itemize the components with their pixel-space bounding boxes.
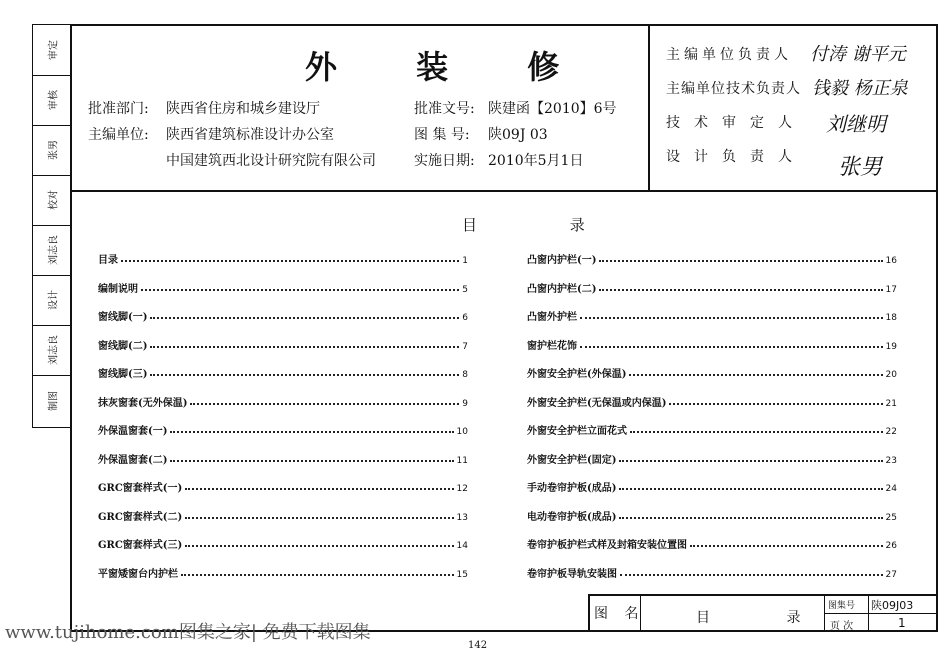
toc-leader-dots [599,289,882,291]
responsible-signature: 钱毅 杨正泉 [812,78,908,99]
toc-row [527,448,897,466]
tb-left [588,594,590,631]
editor-unit-label: 主编单位: [88,127,149,143]
strip-cell [33,325,71,376]
header-divider [70,190,938,192]
toc-row [527,533,897,551]
toc-row [527,476,897,494]
toc-row [98,305,468,323]
toc-entry-label: 平窗矮窗台内护栏 [98,568,178,580]
strip-cell [33,375,71,428]
toc-entry-label: 窗线脚(二) [98,340,148,352]
responsible-role: 主编单位负责人 [666,47,792,63]
toc-entry-page: 16 [885,256,897,266]
toc-leader-dots [580,317,883,319]
toc-leader-dots [619,460,882,462]
toc-entry-label: 电动卷帘护板(成品) [527,511,617,523]
toc-leader-dots [121,260,459,262]
toc-leader-dots [619,488,882,490]
approval-dept-label: 批准部门: [88,101,149,117]
toc-entry-label: 凸窗内护栏(二) [527,283,597,295]
strip-cell [33,75,71,126]
toc-leader-dots [599,260,882,262]
toc-entry-label: 卷帘护板导轨安装图 [527,568,617,580]
toc-row [98,277,468,295]
strip-cell [33,275,71,326]
strip-cell [33,175,71,226]
toc-entry-page: 9 [462,398,468,409]
toc-leader-dots [190,403,459,405]
header-vertical-divider [648,24,650,190]
toc-entry-label: 外保温窗套(一) [98,426,168,437]
page-title: 外 装 修 [305,48,594,86]
toc-row [527,505,897,523]
toc-row [98,391,468,409]
tb-page-value: 1 [898,616,906,630]
tb-name-label: 图 名 [594,606,645,622]
tb-atlas-label: 图集号 [828,601,856,611]
toc-leader-dots [170,431,453,433]
frame-right [936,24,938,632]
toc-row [98,362,468,380]
editor-unit-2: 中国建筑西北设计研究院有限公司 [166,153,376,169]
toc-entry-page: 1 [462,256,468,266]
toc-row [527,391,897,409]
toc-leader-dots [181,574,454,576]
toc-entry-page: 8 [462,370,468,380]
frame-top [70,24,938,26]
toc-row [527,334,897,352]
toc-entry-page: 25 [885,512,897,523]
toc-entry-page: 15 [456,569,468,580]
toc-row [527,248,897,266]
toc-entry-page: 6 [462,313,468,323]
toc-entry-page: 10 [456,427,468,437]
toc-entry-label: 目录 [98,255,118,266]
page-number: 142 [468,640,488,651]
toc-row [527,419,897,437]
approval-no-label: 批准文号: [414,101,475,117]
toc-entry-label: 手动卷帘护板(成品) [527,483,617,494]
toc-entry-page: 27 [885,569,897,580]
toc-row [527,305,897,323]
toc-entry-page: 20 [885,370,897,380]
toc-leader-dots [150,374,459,376]
toc-row [98,562,468,580]
toc-entry-label: 外窗安全护栏立面花式 [527,426,627,437]
responsible-role: 技术审定人 [666,115,806,131]
toc-entry-label: GRC窗套样式(一) [98,483,183,494]
impl-date-label: 实施日期: [414,153,475,169]
impl-date: 2010年5月1日 [488,153,584,169]
strip-label: 刘志良 [48,335,60,365]
strip-cell [33,25,71,76]
toc-entry-page: 12 [456,484,468,494]
toc-row [527,277,897,295]
responsible-signature: 刘继明 [826,112,886,136]
toc-entry-page: 13 [456,512,468,523]
toc-entry-page: 18 [885,313,897,323]
toc-entry-label: 外保温窗套(二) [98,454,168,466]
toc-leader-dots [185,545,453,547]
toc-entry-page: 21 [885,398,897,409]
toc-leader-dots [150,346,459,348]
approval-no: 陕建函【2010】6号 [488,101,617,117]
toc-entry-page: 26 [885,541,897,551]
strip-label: 审定 [48,40,60,60]
toc-row [98,505,468,523]
watermark: www.tujihome.com图集之家| 免费下载图集 [5,622,371,643]
toc-leader-dots [620,574,883,576]
toc-row [98,533,468,551]
toc-entry-label: 外窗安全护栏(无保温或内保温) [527,397,667,409]
toc-entry-label: 外窗安全护栏(外保温) [527,369,627,380]
toc-entry-label: 编制说明 [98,283,138,295]
toc-leader-dots [630,431,883,433]
toc-row [527,362,897,380]
toc-row [98,448,468,466]
approval-dept: 陕西省住房和城乡建设厅 [166,101,320,117]
toc-row [98,248,468,266]
strip-label: 张男 [48,140,60,160]
signature-strip [32,24,71,428]
toc-leader-dots [185,517,453,519]
toc-title: 目 录 [462,216,629,234]
toc-leader-dots [629,374,882,376]
toc-entry-page: 22 [885,427,897,437]
toc-entry-page: 7 [462,341,468,352]
toc-entry-page: 17 [885,284,897,295]
toc-leader-dots [170,460,453,462]
toc-leader-dots [669,403,882,405]
strip-cell [33,125,71,176]
toc-entry-page: 23 [885,455,897,466]
responsible-role: 设计负责人 [666,149,806,165]
toc-leader-dots [690,545,883,547]
toc-leader-dots [185,488,453,490]
toc-entry-label: 凸窗内护栏(一) [527,255,597,266]
toc-row [98,334,468,352]
toc-entry-page: 24 [885,484,897,494]
toc-leader-dots [150,317,459,319]
toc-entry-label: GRC窗套样式(二) [98,511,183,523]
responsible-role: 主编单位技术负责人 [666,81,801,97]
toc-row [98,419,468,437]
tb-mid [824,613,938,614]
toc-row [98,476,468,494]
strip-label: 制图 [48,391,60,411]
strip-cell [33,225,71,276]
toc-entry-page: 14 [456,541,468,551]
responsible-signature: 张男 [838,155,883,180]
toc-entry-label: 凸窗外护栏 [527,312,577,323]
toc-entry-label: GRC窗套样式(三) [98,540,183,551]
strip-label: 设计 [48,290,60,310]
atlas-no: 陕09J 03 [488,127,548,143]
editor-unit-1: 陕西省建筑标准设计办公室 [166,127,334,143]
strip-label: 校对 [48,190,60,210]
atlas-no-label: 图 集 号: [414,127,470,143]
toc-entry-page: 11 [456,455,468,466]
tb-page-label: 页 次 [830,621,854,632]
tb-atlas-value: 陕09J03 [871,599,914,612]
toc-leader-dots [580,346,883,348]
strip-label: 刘志良 [48,235,60,265]
toc-entry-page: 5 [462,284,468,295]
toc-entry-label: 外窗安全护栏(固定) [527,454,617,466]
toc-entry-label: 窗线脚(三) [98,369,148,380]
responsible-signature: 付涛 谢平元 [810,44,906,65]
toc-row [527,562,897,580]
toc-entry-label: 卷帘护板护栏式样及封箱安装位置图 [527,540,687,551]
toc-entry-label: 抹灰窗套(无外保温) [98,397,188,409]
toc-entry-label: 窗护栏花饰 [527,340,577,352]
toc-entry-label: 窗线脚(一) [98,312,148,323]
tb-name-value: 目 录 [696,610,837,626]
toc-leader-dots [141,289,459,291]
toc-entry-page: 19 [885,341,897,352]
strip-label: 审核 [48,90,60,110]
toc-leader-dots [619,517,882,519]
